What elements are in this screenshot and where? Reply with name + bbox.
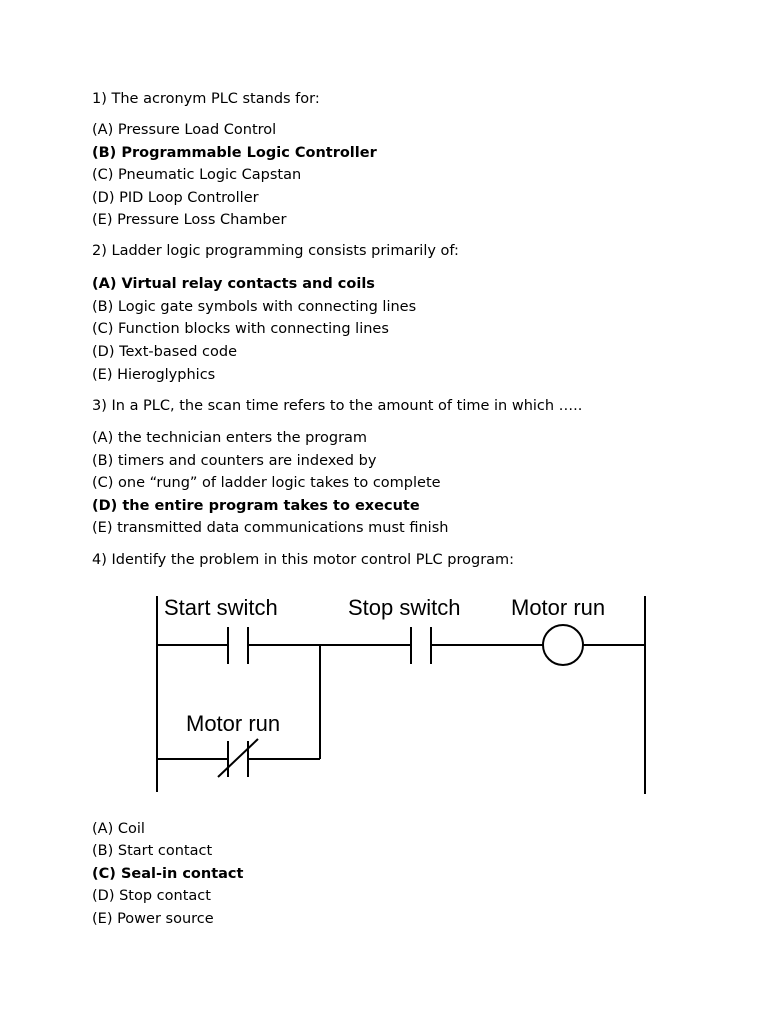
- question-2-option-d: (D) Text-based code: [92, 344, 237, 360]
- question-3-option-c: (C) one “rung” of ladder logic takes to complete: [92, 475, 441, 491]
- motor-run-coil: [543, 625, 583, 665]
- question-1-option-c: (C) Pneumatic Logic Capstan: [92, 167, 302, 183]
- question-4-option-b: (B) Start contact: [92, 843, 213, 859]
- coil-label: Motor run: [511, 595, 606, 620]
- start-switch-label: Start switch: [164, 595, 278, 620]
- question-3-option-a: (A) the technician enters the program: [92, 430, 368, 446]
- question-3-option-b: (B) timers and counters are indexed by: [92, 453, 377, 469]
- question-3-option-d: (D) the entire program takes to execute: [92, 498, 420, 514]
- question-3-option-e: (E) transmitted data communications must finish: [92, 520, 449, 536]
- question-3-prompt: 3) In a PLC, the scan time refers to the amount of time in which …..: [92, 398, 583, 414]
- question-4-option-a: (A) Coil: [92, 821, 145, 837]
- question-4-prompt: 4) Identify the problem in this motor control PLC program:: [92, 552, 515, 568]
- question-2-option-b: (B) Logic gate symbols with connecting lines: [92, 299, 417, 315]
- question-4-option-e: (E) Power source: [92, 911, 214, 927]
- question-4-option-d: (D) Stop contact: [92, 888, 211, 904]
- question-2-option-a: (A) Virtual relay contacts and coils: [92, 276, 375, 292]
- seal-in-contact-label: Motor run: [186, 711, 281, 736]
- question-1-option-a: (A) Pressure Load Control: [92, 122, 277, 138]
- question-1-option-b: (B) Programmable Logic Controller: [92, 145, 377, 161]
- question-1-option-e: (E) Pressure Loss Chamber: [92, 212, 287, 228]
- stop-switch-label: Stop switch: [348, 595, 461, 620]
- question-2-option-e: (E) Hieroglyphics: [92, 367, 216, 383]
- question-4-option-c: (C) Seal-in contact: [92, 866, 244, 882]
- question-2-option-c: (C) Function blocks with connecting lines: [92, 321, 389, 337]
- question-1-prompt: 1) The acronym PLC stands for:: [92, 91, 320, 107]
- question-1-option-d: (D) PID Loop Controller: [92, 190, 259, 206]
- question-2-prompt: 2) Ladder logic programming consists primarily of:: [92, 243, 459, 259]
